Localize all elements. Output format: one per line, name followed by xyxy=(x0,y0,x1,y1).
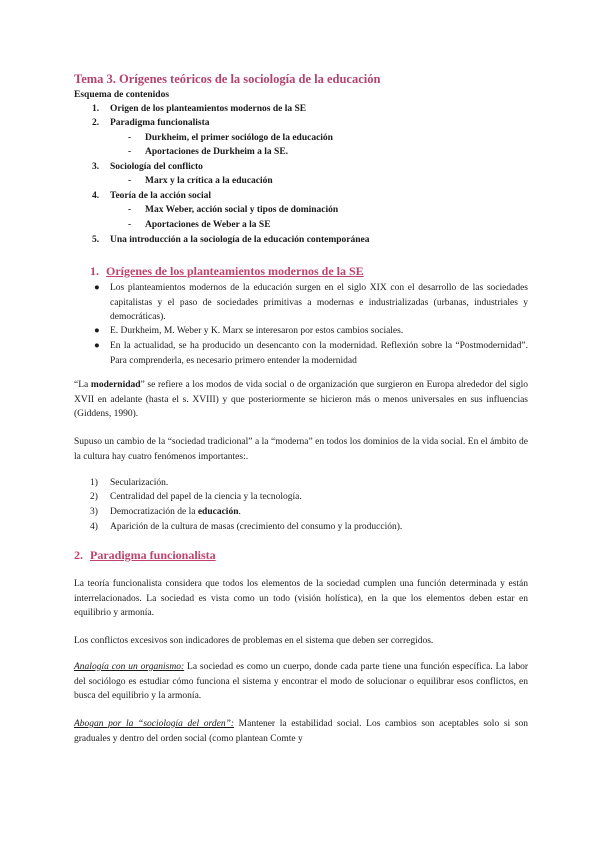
cambio-paragraph: Supuso un cambio de la “sociedad tradicional” a la “moderna” en todos los dominios de la vida social. En el ámbito de la cultura hay cuatro fenómenos importantes:. xyxy=(74,437,528,462)
bullet-item: ● Los planteamientos modernos de la educación surgen en el siglo XIX con el desarrollo de las sociedades capitalistas y el paso de sociedades primitivas a modernas e industrializadas (urbanas, industriales y democráticas). xyxy=(94,283,528,322)
phenomenon-item: 3) Democratización de la educación. xyxy=(90,507,241,517)
bullet-item: ● E. Durkheim, M. Weber y K. Marx se interesaron por estos cambios sociales. xyxy=(90,324,528,339)
funcionalista-paragraph: La teoría funcionalista considera que todos los elementos de la sociedad cumplen una función determinada y están interrelacionados. La sociedad es vista como un todo (visión holística), en la que los elementos deben estar en equilibrio y armonía. xyxy=(74,579,528,618)
bullet-dot-icon: ● xyxy=(94,326,100,336)
conflictos-paragraph: Los conflictos excesivos son indicadores de problemas en el sistema que deben ser corregidos. xyxy=(74,636,434,646)
bullet-dot-icon: ● xyxy=(94,283,100,293)
bullet-item: ● En la actualidad, se ha producido un desencanto con la modernidad. Reflexión sobre la “Postmodernidad”. Para comprenderla, es necesario primero entender la modernidad xyxy=(94,341,528,366)
outline-item: 4. Teoría de la acción social xyxy=(92,191,211,201)
outline-item: 1. Origen de los planteamientos modernos de la SE xyxy=(92,104,307,114)
outline-subitem: - Durkheim, el primer sociólogo de la educación xyxy=(128,133,333,143)
orden-label: Abogan por la “sociología del orden”: xyxy=(74,719,235,729)
outline-subitem: - Marx y la crítica a la educación xyxy=(128,176,273,186)
modernidad-paragraph: “La modernidad” se refiere a los modos de vida social o de organización que surgieron en Europa alrededor del siglo XVII en adelante (hasta el s. XVIII) y que posteriormente se hicieron más o menos universales en sus influencias (Giddens, 1990). xyxy=(74,380,528,419)
phenomenon-item: 2) Centralidad del papel de la ciencia y la tecnología. xyxy=(90,492,302,502)
analogia-label: Analogía con un organismo: xyxy=(74,662,185,672)
orden-paragraph: Abogan por la “sociología del orden”: Mantener la estabilidad social. Los cambios son aceptables solo si son graduales y dentro del orden social (como plantean Comte y xyxy=(74,719,528,744)
page-title: Tema 3. Orígenes teóricos de la sociología de la educación xyxy=(74,72,381,86)
outline-subitem: - Aportaciones de Durkheim a la SE. xyxy=(128,147,289,157)
outline-item: 3. Sociología del conflicto xyxy=(92,162,203,172)
modernidad-term: modernidad xyxy=(90,380,141,390)
outline-subitem: - Max Weber, acción social y tipos de dominación xyxy=(128,205,339,215)
outline-item: 2. Paradigma funcionalista xyxy=(92,118,210,128)
phenomenon-item: 1) Secularización. xyxy=(90,478,169,488)
analogia-paragraph: Analogía con un organismo: La sociedad es como un cuerpo, donde cada parte tiene una función específica. La labor del sociólogo es estudiar cómo funciona el sistema y encontrar el modo de solucionar o equilibrar esos conflictos, en busca del equilibrio y la armonía. xyxy=(74,662,528,701)
outline-subitem: - Aportaciones de Weber a la SE xyxy=(128,220,271,230)
bullet-dot-icon: ● xyxy=(94,341,100,351)
outline-label: Esquema de contenidos xyxy=(74,90,170,100)
phenomenon-item: 4) Aparición de la cultura de masas (crecimiento del consumo y la producción). xyxy=(90,522,403,532)
outline-item: 5. Una introducción a la sociología de la educación contemporánea xyxy=(92,235,370,245)
section-1-heading: 1. Orígenes de los planteamientos modernos de la SE xyxy=(90,264,364,278)
section-2-heading: 2. Paradigma funcionalista xyxy=(74,548,216,562)
